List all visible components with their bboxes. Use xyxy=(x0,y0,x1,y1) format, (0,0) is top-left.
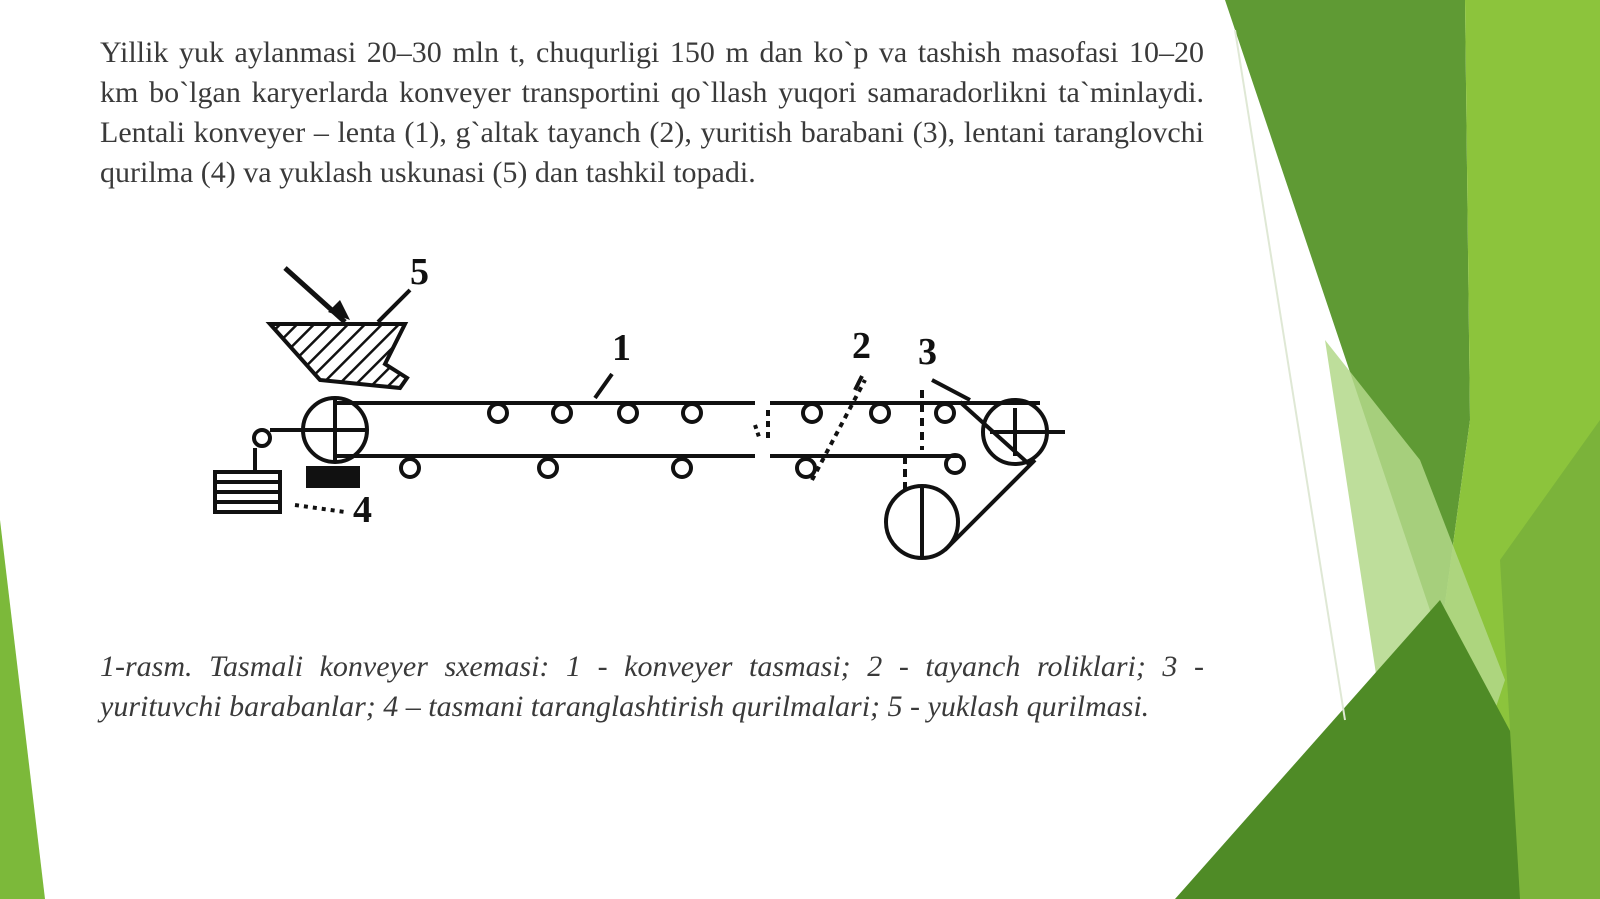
label-5: 5 xyxy=(410,251,429,293)
drive-drums xyxy=(886,380,1065,558)
label-4: 4 xyxy=(353,489,372,531)
loading-hopper xyxy=(270,268,410,388)
label-2: 2 xyxy=(852,325,871,367)
label-3: 3 xyxy=(918,331,937,373)
label-1: 1 xyxy=(612,327,631,369)
belt-conveyor-diagram xyxy=(200,250,1100,570)
figure-caption: 1-rasm. Tasmali konveyer sxemasi: 1 - konveyer tasmasi; 2 - tayanch roliklari; 3 - yurituvchi barabanlar; 4 – tasmani taranglashtirish qurilmalari; 5 - yuklash qurilmasi. xyxy=(100,650,1204,723)
body-paragraph: Yillik yuk aylanmasi 20–30 mln t, chuqurligi 150 m dan ko`p va tashish masofasi 10–20 km bo`lgan karyerlarda konveyer transportini qo`llash yuqori samaradorlikni ta`minlaydi. Lentali konveyer – lenta (1), g`altak tayanch (2), yuritish barabani (3), lentani taranglovchi qurilma (4) va yuklash uskunasi (5) dan tashkil topadi. xyxy=(100,36,1204,189)
idler-rollers xyxy=(401,376,954,480)
